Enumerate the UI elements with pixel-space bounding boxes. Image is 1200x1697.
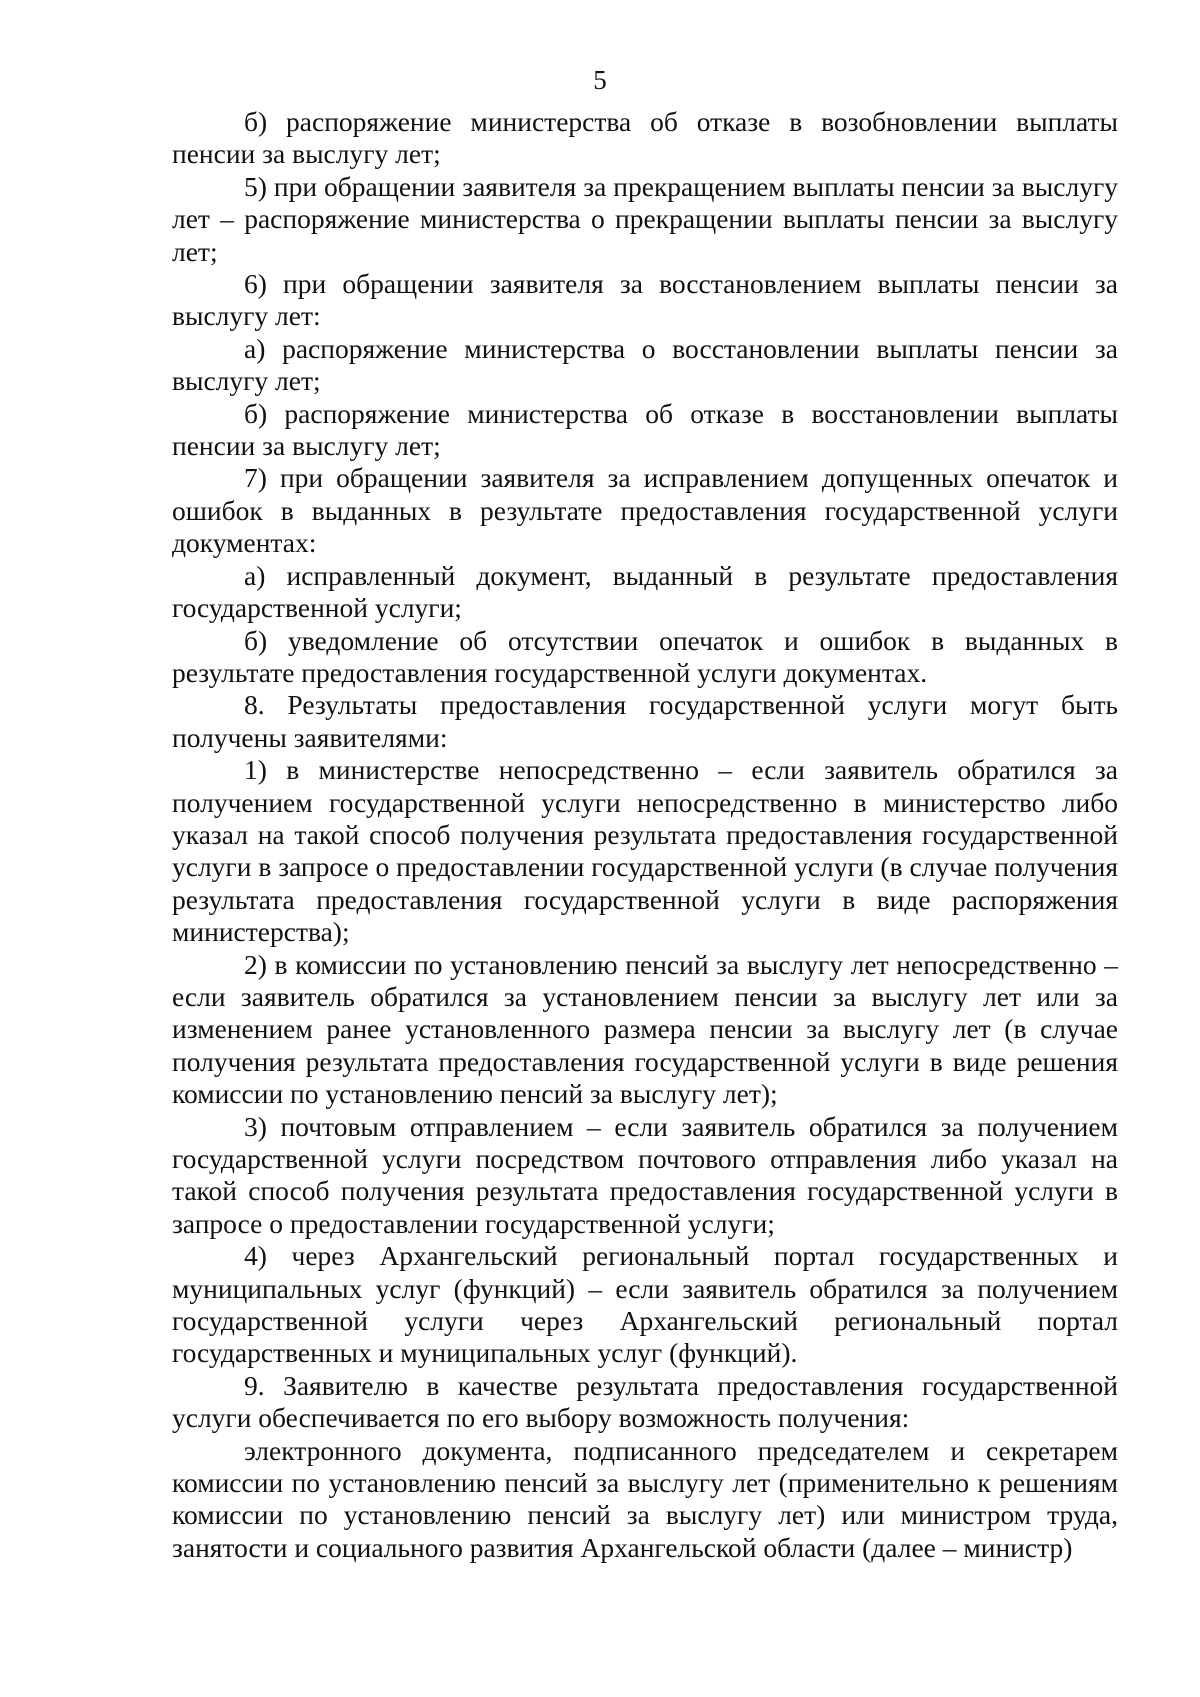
paragraph-2-commission-directly: 2) в комиссии по установлению пенсий за выслугу лет непосредственно – если заявитель обратился за установлением пенсии за выслугу лет или за изменением ранее установленного размера пенсии за выслугу лет (в случае получения результата предоставления государственной услуги в виде решения комиссии по установлению пенсий за выслугу лет); [172,948,1118,1110]
paragraph-a-corrected-document: а) исправленный документ, выданный в результате предоставления государственной услуги; [172,559,1118,624]
paragraph-b-refusal-restoration: б) распоряжение министерства об отказе в восстановлении выплаты пенсии за выслугу лет; [172,397,1118,462]
paragraph-6-restoration: 6) при обращении заявителя за восстановлением выплаты пенсии за выслугу лет: [172,268,1118,332]
document-body [172,106,1118,1564]
paragraph-5-termination: 5) при обращении заявителя за прекращением выплаты пенсии за выслугу лет – распоряжение министерства о прекращении выплаты пенсии за выслугу лет; [172,170,1118,267]
paragraph-4-regional-portal: 4) через Архангельский региональный портал государственных и муниципальных услуг (функций) – если заявитель обратился за получением государственной услуги через Архангельский региональный портал государственных и муниципальных услуг (функций). [172,1240,1118,1369]
paragraph-9-result-choice: 9. Заявителю в качестве результата предоставления государственной услуги обеспечивается по его выбору возможность получения: [172,1369,1118,1434]
paragraph-1-ministry-directly: 1) в министерстве непосредственно – если заявитель обратился за получением государственной услуги непосредственно в министерство либо указал на такой способ получения результата предоставления государственной услуги в запросе о предоставлении государственной услуги (в случае получения результата предоставления государственной услуги в виде распоряжения министерства); [172,754,1118,948]
page-number: 5 [593,65,607,95]
paragraph-electronic-document: электронного документа, подписанного председателем и секретарем комиссии по установлению пенсий за выслугу лет (применительно к решениям комиссии по установлению пенсий за выслугу лет) или министром труда, занятости и социального развития Архангельской области (далее – министр) [172,1434,1118,1563]
paragraph-a-restoration-order: а) распоряжение министерства о восстановлении выплаты пенсии за выслугу лет; [172,332,1118,397]
paragraph-b-no-errors-notice: б) уведомление об отсутствии опечаток и ошибок в выданных в результате предоставления государственной услуги документах. [172,624,1118,688]
paragraph-8-results-obtained: 8. Результаты предоставления государственной услуги могут быть получены заявителями: [172,689,1118,753]
paragraph-7-corrections: 7) при обращении заявителя за исправлением допущенных опечаток и ошибок в выданных в результате предоставления государственной услуги документах: [172,462,1118,559]
paragraph-b-refusal-resumption: б) распоряжение министерства об отказе в возобновлении выплаты пенсии за выслугу лет; [172,106,1118,170]
paragraph-3-postal: 3) почтовым отправлением – если заявитель обратился за получением государственной услуги посредством почтового отправления либо указал на такой способ получения результата предоставления государственной услуги в запросе о предоставлении государственной услуги; [172,1110,1118,1239]
